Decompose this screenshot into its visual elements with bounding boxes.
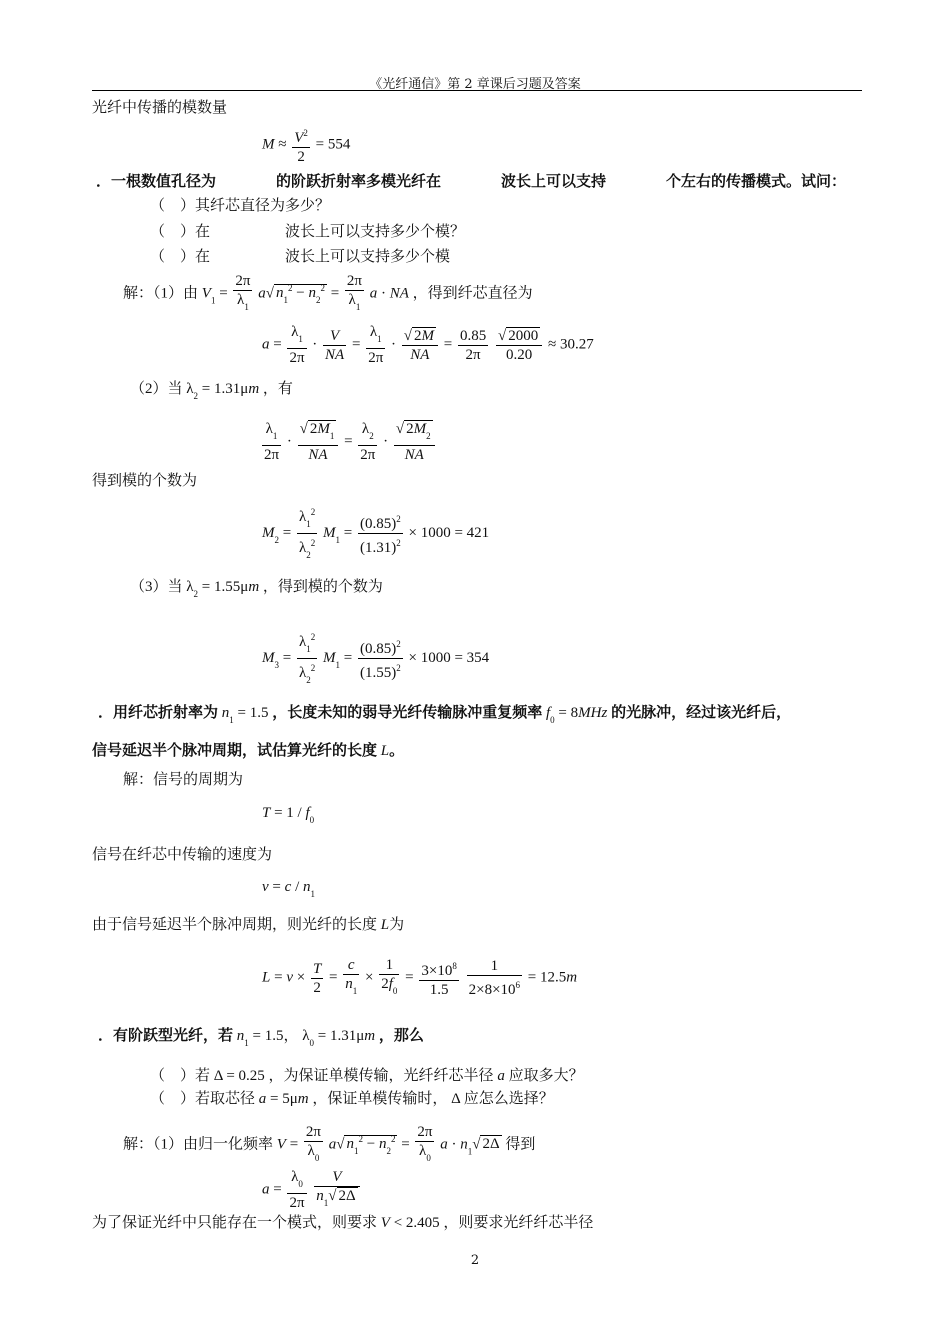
question-3-stem: ．有阶跃型光纤，若 $n_1 = 1.5$， $\lambda_0 = 1.31\mu m$ ，那么 [98,1026,424,1048]
eq-speed: $v = c / n_1$ [262,879,315,899]
page-header: 《光纤通信》第 2 章课后习题及答案 [369,77,581,92]
question-3b: （ ）若取芯径 a = 5μm ，保证单模传输时， Δ 应怎么选择？ [150,1089,554,1107]
eq-m2: $M_2$ = $\frac{\lambda_1^2}{\lambda_2^2}$ $M_1$ = $\frac{(0.85)^2}{(1.31)^2}$ × 1000 = 421 [262,503,489,564]
eq-core-diameter: a = $\frac{\lambda_1}{2\pi}$ · $\frac{V}{NA}$ = $\frac{\lambda_1}{2\pi}$ · $\frac{√ 2M}{NA}$ = $\frac{0.85}{2\pi}$ $\frac{√ 2000}{0.20}$ ≈ 30.27 [262,324,594,366]
solution-period-label: 解：信号的周期为 [123,770,244,788]
question-1a: （ ）其纤芯直径为多少？ [150,196,331,214]
question-1c: （ ）在 波长上可以支持多少个模 [150,247,451,265]
eq-core-radius: a = $\frac{\lambda_0}{2\pi}$ $\frac{V}{n_1√ 2\Delta}$ [262,1168,362,1212]
length-label: 由于信号延迟半个脉冲周期，则光纤的长度 L为 [92,917,405,933]
speed-label: 信号在纤芯中传输的速度为 [92,845,273,863]
eq-m3: $M_3$ = $\frac{\lambda_1^2}{\lambda_2^2}$ $M_1$ = $\frac{(0.85)^2}{(1.55)^2}$ × 1000 = 354 [262,628,489,689]
eq-mode-count: M ≈ $\frac{V^2}{2}$ = 554 [262,128,351,165]
mode-count-label: 光纤中传播的模数量 [92,98,228,116]
single-mode-condition-line: 为了保证光纤中只能存在一个模式，则要求 V < 2.405 ，则要求光纤纤芯半径 [92,1215,594,1231]
solution-4-line: 解：（1）由归一化频率 V = $\frac{2\pi}{\lambda_0}$ a√ $n_1^2 - n_2^2$ = $\frac{2\pi}{\lambda_0}$ $a \cdot n_1√$ 2Δ 得到 [123,1123,535,1167]
header-rule [92,90,862,91]
solution-1-line: 解：（1）由 $V_1$ = $\frac{2\pi}{\lambda_1}$ a√ $n_1^2 - n_2^2$ = $\frac{2\pi}{\lambda_1}$ a · NA ，得到纤芯直径为 [123,272,533,316]
eq-period: $T = 1 / f_0$ [262,805,315,825]
question-2-line-1: ．用纤芯折射率为 $n_1 = 1.5$ ，长度未知的弱导光纤传输脉冲重复频率 $f_0 = 8MHz$ 的光脉冲，经过该光纤后， [98,703,792,725]
question-1b: （ ）在 波长上可以支持多少个模？ [150,222,466,240]
modes-count-label-1: 得到模的个数为 [92,471,198,489]
solution-2-line: （2）当 $\lambda_2 = 1.31\mu m$ ，有 [130,381,293,401]
page-number: 2 [470,1253,480,1268]
eq-length: L = v × $\frac{T}{2}$ = $\frac{c}{n_1}$ × $\frac{1}{2f_0}$ = $\frac{3\times 10^8}{1.5}$ $\frac{1}{2\times 8\times 10^6}$ = 12.5m [262,957,578,998]
question-1-stem: ．一根数值孔径为 的阶跃折射率多模光纤在 波长上可以支持 个左右的传播模式。试问： [96,172,847,190]
eq-lambda-ratio: $\frac{\lambda_1}{2\pi}$ · $\frac{√ 2M_1}{NA}$ = $\frac{\lambda_2}{2\pi}$ · $\frac{√ 2M_2}{NA}$ [260,420,437,464]
question-2-line-2: 信号延迟半个脉冲周期，试估算光纤的长度 L。 [92,741,405,759]
solution-3-line: （3）当 $\lambda_2 = 1.55\mu m$ ，得到模的个数为 [130,579,383,599]
question-3a: （ ）若 Δ = 0.25 ，为保证单模传输，光纤纤芯半径 a 应取多大？ [150,1066,584,1084]
